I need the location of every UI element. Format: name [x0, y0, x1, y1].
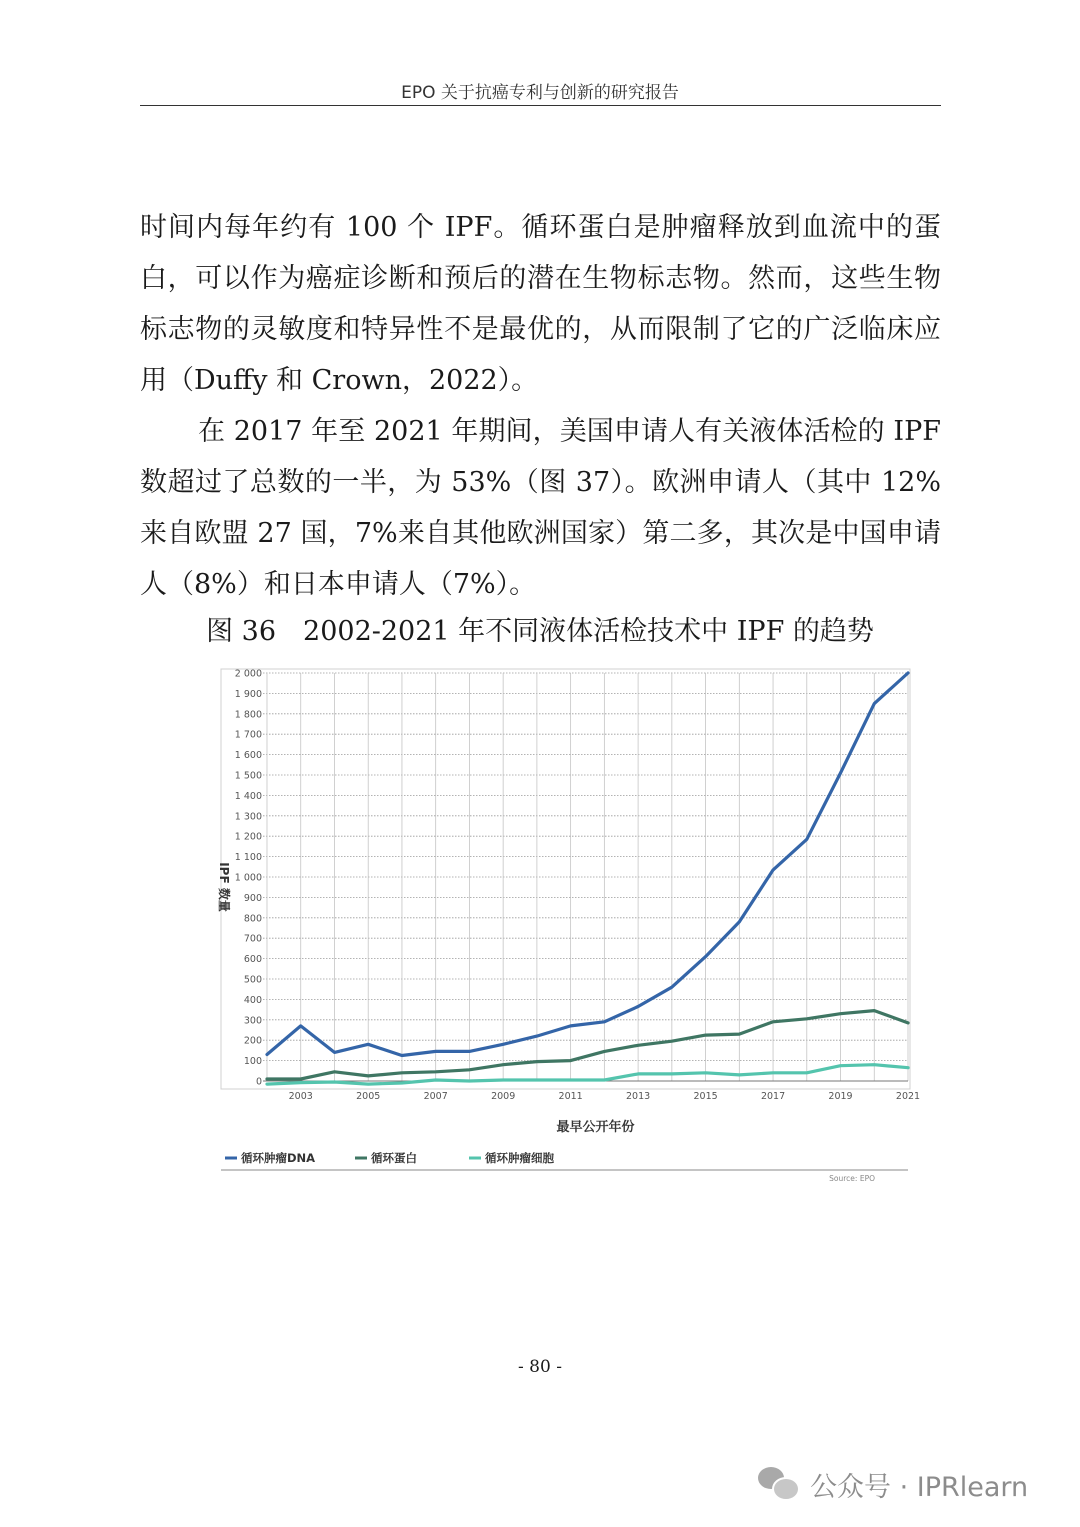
y-tick-label: 900 [243, 892, 262, 904]
x-tick-label: 2013 [626, 1091, 651, 1102]
legend-label: 循环肿瘤DNA [241, 1151, 316, 1165]
paragraph-2: 在 2017 年至 2021 年期间，美国申请人有关液体活检的 IPF 数超过了总数的一半，为 53%（图 37）。欧洲申请人（其中 12% 来自欧盟 27 国，7%来自其他欧洲国家）第二多，其次是中国申请人（8%）和日本申请人（7%）。 [140, 416, 941, 600]
y-tick-label: 1 900 [234, 688, 262, 700]
watermark-text: 公众号 · IPRlearn [810, 1471, 1029, 1503]
x-tick-label: 2009 [491, 1091, 516, 1102]
x-tick-label: 2019 [828, 1091, 853, 1102]
page-number: - 80 - [518, 1357, 562, 1377]
y-tick-label: 1 300 [234, 811, 262, 823]
y-tick-label: 1 000 [234, 872, 262, 884]
y-tick-label: 1 600 [234, 750, 262, 762]
y-tick-label: 700 [243, 933, 262, 945]
source-note: Source: EPO [829, 1174, 875, 1183]
x-tick-label: 2015 [693, 1091, 718, 1102]
legend-label: 循环蛋白 [371, 1151, 417, 1165]
wechat-icon [758, 1467, 798, 1501]
legend-label: 循环肿瘤细胞 [485, 1151, 554, 1165]
x-tick-label: 2007 [423, 1091, 448, 1102]
watermark [758, 1462, 1028, 1506]
figure-caption: 图 36 2002-2021 年不同液体活检技术中 IPF 的趋势 [206, 616, 874, 647]
y-tick-label: 2 000 [234, 668, 262, 680]
y-tick-label: 400 [243, 994, 262, 1006]
header-rule [140, 105, 941, 106]
y-tick-label: 1 700 [234, 729, 262, 741]
x-tick-label: 2003 [288, 1091, 313, 1102]
y-tick-label: 200 [243, 1035, 262, 1047]
paragraph-1: 时间内每年约有 100 个 IPF。循环蛋白是肿瘤释放到血流中的蛋白，可以作为癌症诊断和预后的潜在生物标志物。然而，这些生物标志物的灵敏度和特异性不是最优的，从而限制了它的广泛临床应用（Duffy 和 Crown，2022）。 [140, 212, 941, 396]
body-text [140, 202, 941, 610]
x-tick-label: 2021 [895, 1091, 921, 1102]
y-tick-label: 0 [255, 1076, 262, 1088]
y-tick-label: 1 800 [234, 709, 262, 721]
x-axis-label: 最早公开年份 [556, 1120, 635, 1135]
y-tick-label: 300 [243, 1015, 262, 1027]
y-tick-label: 600 [243, 954, 262, 966]
y-tick-label: 1 200 [234, 831, 262, 843]
y-tick-label: 1 100 [234, 852, 262, 864]
y-tick-label: 1 500 [234, 770, 262, 782]
y-tick-label: 1 400 [234, 790, 262, 802]
y-tick-label: 800 [243, 913, 262, 925]
line-chart [215, 665, 921, 1195]
x-tick-label: 2017 [760, 1091, 786, 1102]
y-axis-label: IPF 数量 [217, 862, 231, 912]
y-tick-label: 500 [243, 974, 262, 986]
x-tick-label: 2005 [356, 1091, 381, 1102]
x-tick-label: 2011 [558, 1091, 583, 1102]
y-tick-label: 100 [243, 1056, 262, 1068]
running-header: EPO 关于抗癌专利与创新的研究报告 [401, 83, 679, 103]
